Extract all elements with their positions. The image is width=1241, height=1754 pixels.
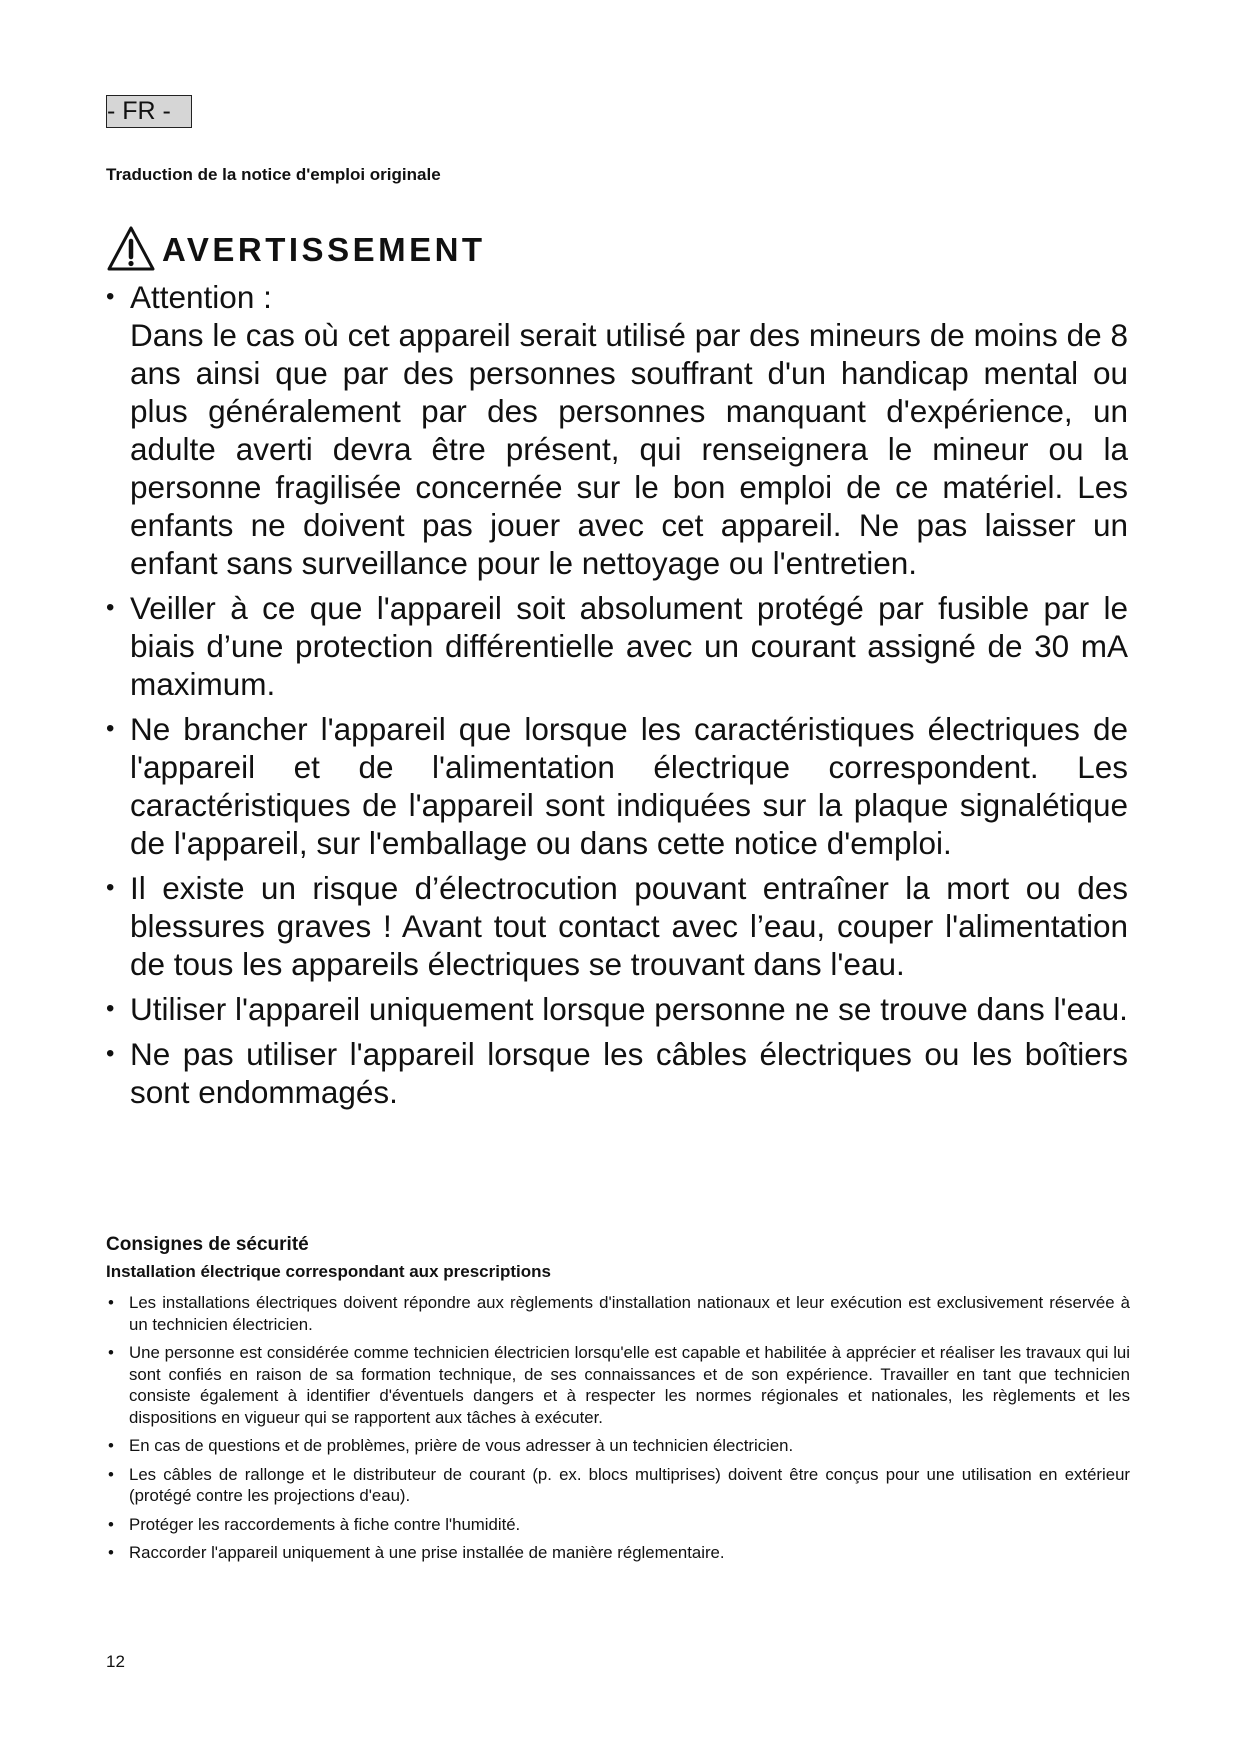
safety-item-text: Raccorder l'appareil uniquement à une prise installée de manière réglementaire. [129,1543,725,1562]
safety-item [106,1435,1130,1457]
safety-item-text: Protéger les raccordements à fiche contre l'humidité. [129,1514,521,1534]
safety-item-text: Une personne est considérée comme technicien électricien lorsqu'elle est capable et habilitée à apprécier et réaliser les travaux qui lui sont confiés en raison de sa formation technique, de ses connaissances et de son expérience. Travailler en tant que technicien consiste également à identifier d'éventuels dangers et à respecter les normes régionales et nationales, les règlements et les dispositions en vigueur qui se rapportent aux tâches à exécuter. [129,1343,1130,1427]
page-number: 12 [106,1652,125,1671]
bullet-icon: • [108,1293,114,1312]
warning-list [106,278,1128,1118]
bullet-icon: • [106,874,115,901]
warning-item-text: Il existe un risque d’électrocution pouvant entraîner la mort ou des blessures graves ! Avant tout contact avec l’eau, couper l'alimentation de tous les appareils électriques se trouvant dans l'eau. [130,870,1128,982]
warning-item [106,589,1128,703]
warning-item-text: Ne brancher l'appareil que lorsque les caractéristiques électriques de l'appareil et de l'alimentation électrique correspondent. Les caractéristiques de l'appareil sont indiquées sur la plaque signalétique de l'appareil, sur l'emballage ou dans cette notice d'emploi. [130,711,1128,861]
warning-item [106,1035,1128,1111]
warning-item-text: Ne pas utiliser l'appareil lorsque les câbles électriques ou les boîtiers sont endommagés. [130,1036,1128,1110]
bullet-icon: • [108,1464,114,1484]
safety-subheading: Installation électrique correspondant aux prescriptions [106,1262,551,1281]
warning-item-text: Dans le cas où cet appareil serait utilisé par des mineurs de moins de 8 ans ainsi que par des personnes souffrant d'un handicap mental ou plus généralement par des personnes manquant d'expérience, un adulte averti devra être présent, qui renseignera le mineur ou la personne fragilisée concernée sur le bon emploi de ce matériel. Les enfants ne doivent pas jouer avec cet appareil. Ne pas laisser un enfant sans surveillance pour le nettoyage ou l'entretien. [130,317,1128,581]
safety-item [106,1514,1130,1536]
safety-list [106,1292,1130,1564]
bullet-icon: • [106,594,115,621]
bullet-icon: • [108,1514,114,1534]
bullet-icon: • [106,1040,115,1067]
safety-item-text: Les câbles de rallonge et le distributeur de courant (p. ex. blocs multiprises) doivent être conçus pour une utilisation en extérieur (protégé contre les projections d'eau). [129,1464,1130,1505]
warning-item-text: Utiliser l'appareil uniquement lorsque personne ne se trouve dans l'eau. [130,991,1128,1027]
safety-item [106,1292,1130,1335]
warning-item [106,869,1128,983]
bullet-icon: • [106,995,115,1022]
warning-header [106,213,486,273]
safety-item [106,1542,1130,1564]
bullet-icon: • [108,1543,114,1562]
safety-section [106,1234,1130,1571]
document-subtitle: Traduction de la notice d'emploi originale [106,165,441,184]
safety-item-text: En cas de questions et de problèmes, prière de vous adresser à un technicien électricien. [129,1436,794,1455]
bullet-icon: • [106,715,115,742]
bullet-icon: • [108,1436,114,1455]
warning-item [106,990,1128,1028]
warning-item [106,710,1128,862]
safety-item [106,1342,1130,1428]
warning-title: AVERTISSEMENT [162,231,486,268]
warning-item-heading: Attention : [130,279,272,315]
warning-item [106,278,1128,582]
safety-item-text: Les installations électriques doivent répondre aux règlements d'installation nationaux et leur exécution est exclusivement réservée à un technicien électricien. [129,1293,1130,1334]
warning-triangle-icon [106,225,156,273]
bullet-icon: • [106,283,115,310]
safety-item [106,1464,1130,1507]
safety-heading: Consignes de sécurité [106,1234,309,1255]
bullet-icon: • [108,1343,114,1362]
warning-item-text: Veiller à ce que l'appareil soit absolument protégé par fusible par le biais d’une protection différentielle avec un courant assigné de 30 mA maximum. [130,590,1128,702]
language-tag: - FR - [106,95,192,128]
